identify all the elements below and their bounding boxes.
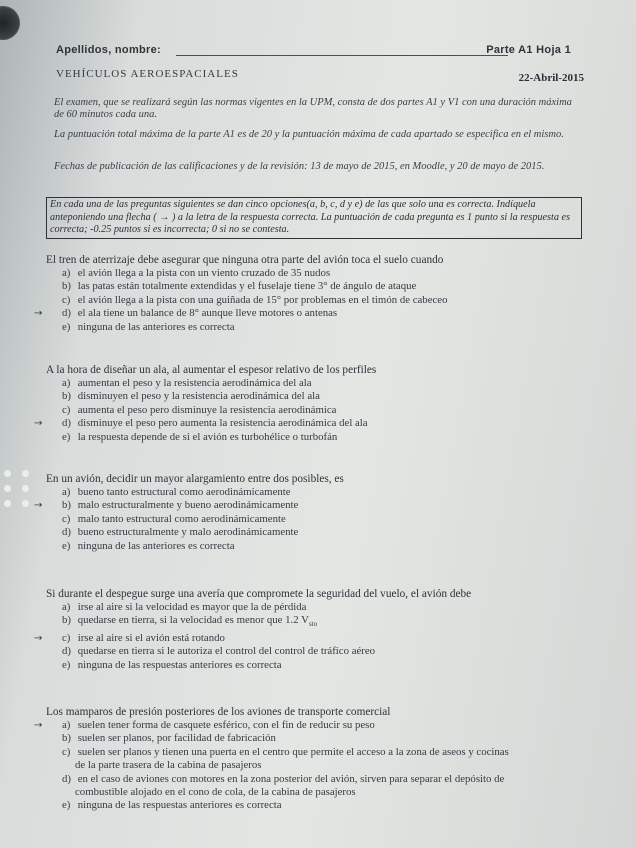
answer-option (34, 631, 594, 645)
option-letter: c) (62, 512, 71, 525)
answer-option (46, 321, 594, 334)
answer-option (34, 499, 594, 512)
question-text: El tren de aterrizaje debe asegurar que ninguna otra parte del avión toca el suelo cuando (46, 254, 444, 266)
answer-option (46, 280, 594, 293)
answer-arrow-icon: → (34, 308, 43, 320)
answer-option (46, 267, 594, 280)
part-label: Parte A1 Hoja 1 (486, 44, 571, 56)
option-text: quedarse en tierra, si la velocidad es menor que 1.2 V (75, 614, 309, 627)
option-text: ninguna de las respuestas anteriores es correcta (75, 658, 282, 671)
intro-paragraph-2: La puntuación total máxima de la parte A1 es de 20 y la puntuación máxima de cada apartado se especifica en el mismo. (54, 129, 564, 140)
option-text: ninguna de las anteriores es correcta (75, 539, 235, 552)
intro-paragraph-1: El examen, que se realizará según las normas vigentes en la UPM, consta de dos partes A1 y V1 con una duración máxima de 60 minutos cada una. (54, 97, 572, 120)
option-text: malo estructuralmente y bueno aerodinámicamente (75, 499, 299, 512)
option-letter: c) (62, 403, 71, 416)
answer-option (46, 431, 594, 444)
answer-option (34, 417, 594, 430)
question-text: Si durante el despegue surge una avería que compromete la seguridad del vuelo, el avión debe (46, 588, 472, 600)
option-text: disminuye el peso pero aumenta la resistencia aerodinámica del ala (75, 417, 368, 430)
question-text: En un avión, decidir un mayor alargamiento entre dos posibles, es (46, 473, 344, 485)
option-text: bueno tanto estructural como aerodinámicamente (75, 486, 291, 498)
option-letter: a) (62, 719, 71, 731)
answer-option (46, 526, 594, 539)
answer-arrow-icon: → (34, 418, 43, 430)
option-text: quedarse en tierra si le autoriza el control del control de tráfico aéreo (75, 645, 376, 658)
option-text: aumenta el peso pero disminuye la resistencia aerodinámica (75, 403, 337, 416)
option-letter: e) (62, 799, 71, 812)
option-text: suelen ser planos y tienen una puerta en el centro que permite el acceso a la zona de aseos y cocinas (75, 745, 509, 758)
option-text: las patas están totalmente extendidas y el fuselaje tiene 3° de ángulo de ataque (75, 280, 417, 293)
option-text: malo tanto estructural como aerodinámicamente (75, 512, 286, 525)
option-letter: d) (62, 645, 71, 658)
punch-hole (0, 6, 20, 40)
question-3 (34, 472, 594, 553)
option-subscript: sto (308, 620, 318, 629)
option-text: en el caso de aviones con motores en la zona posterior del avión, sirven para separar el depósito de (75, 772, 505, 785)
option-text: suelen tener forma de casquete esférico, con el fin de reducir su peso (75, 719, 375, 731)
option-continuation: de la parte trasera de la cabina de pasajeros (75, 759, 262, 772)
answer-option (46, 799, 594, 812)
option-letter: d) (62, 417, 71, 430)
subject-title: VEHÍCULOS AEROESPACIALES (56, 68, 239, 80)
option-letter: d) (62, 772, 71, 785)
answer-option (46, 377, 594, 390)
option-text: aumentan el peso y la resistencia aerodinámica del ala (75, 377, 312, 389)
answer-option (46, 540, 594, 553)
option-letter: e) (62, 539, 71, 552)
answer-option (46, 773, 594, 800)
intro-paragraph-3: Fechas de publicación de las calificaciones y de la revisión: 13 de mayo de 2015, en Moodle, y 20 de mayo de 2015. (54, 161, 545, 172)
answer-arrow-icon: → (34, 720, 43, 731)
option-text: irse al aire si el avión está rotando (75, 631, 225, 644)
option-letter: a) (62, 486, 71, 498)
option-letter: a) (62, 601, 71, 613)
option-letter: c) (62, 631, 71, 644)
background-dots (4, 470, 32, 507)
option-letter: d) (62, 526, 71, 539)
name-label: Apellidos, nombre: (56, 44, 162, 56)
answer-option (46, 513, 594, 526)
answer-option (46, 294, 594, 307)
option-text: suelen ser planos, por facilidad de fabricación (75, 732, 276, 745)
answer-option (34, 719, 594, 732)
option-letter: b) (62, 280, 71, 293)
answer-option (46, 614, 594, 632)
answer-option (46, 404, 594, 417)
answer-option (46, 486, 594, 499)
option-letter: b) (62, 390, 71, 403)
question-text: A la hora de diseñar un ala, al aumentar el espesor relativo de los perfiles (46, 364, 377, 376)
option-text: la respuesta depende de si el avión es turbohélice o turbofán (75, 430, 338, 443)
option-letter: e) (62, 430, 71, 443)
option-letter: c) (62, 293, 71, 306)
option-letter: d) (62, 307, 71, 320)
option-letter: e) (62, 320, 71, 333)
question-2 (34, 363, 594, 444)
option-letter: e) (62, 658, 71, 671)
answer-option (46, 390, 594, 403)
answer-option (46, 659, 594, 672)
answer-option (34, 307, 594, 320)
answer-option (46, 601, 594, 614)
answer-arrow-icon: → (34, 632, 43, 644)
option-letter: a) (62, 267, 71, 279)
option-text: irse al aire si la velocidad es mayor que la de pérdida (75, 601, 307, 613)
option-letter: c) (62, 745, 71, 758)
name-blank-line (176, 55, 508, 56)
option-text: disminuyen el peso y la resistencia aerodinámica del ala (75, 390, 320, 403)
option-text: ninguna de las respuestas anteriores es correcta (75, 799, 282, 812)
question-5 (34, 705, 594, 813)
option-letter: b) (62, 614, 71, 627)
option-letter: b) (62, 499, 71, 512)
instructions-box: En cada una de las preguntas siguientes se dan cinco opciones(a, b, c, d y e) de las que solo una es correcta. Indíquela anteponiendo una flecha ( → ) a la letra de la respuesta correcta. La puntuación de cada pregunta es 1 punto si la respuesta es correcta; -0.25 puntos si es incorrecta; 0 si no se contesta. (46, 197, 582, 239)
answer-arrow-icon: → (34, 500, 43, 512)
answer-option (46, 732, 594, 745)
question-4 (34, 587, 594, 672)
option-letter: b) (62, 732, 71, 745)
option-letter: a) (62, 377, 71, 389)
exam-date: 22-Abril-2015 (518, 72, 584, 84)
question-text: Los mamparos de presión posteriores de los aviones de transporte comercial (46, 706, 391, 718)
option-text: el ala tiene un balance de 8° aunque lleve motores o antenas (75, 307, 338, 320)
option-continuation: combustible alojado en el cono de cola, de la cabina de pasajeros (75, 786, 356, 799)
question-1 (34, 253, 594, 334)
option-text: ninguna de las anteriores es correcta (75, 320, 235, 333)
answer-option (46, 746, 594, 773)
option-text: bueno estructuralmente y malo aerodinámicamente (75, 526, 299, 539)
answer-option (46, 645, 594, 658)
option-text: el avión llega a la pista con una guiñada de 15° por problemas en el timón de cabeceo (75, 293, 448, 306)
option-text: el avión llega a la pista con un viento cruzado de 35 nudos (75, 267, 331, 279)
